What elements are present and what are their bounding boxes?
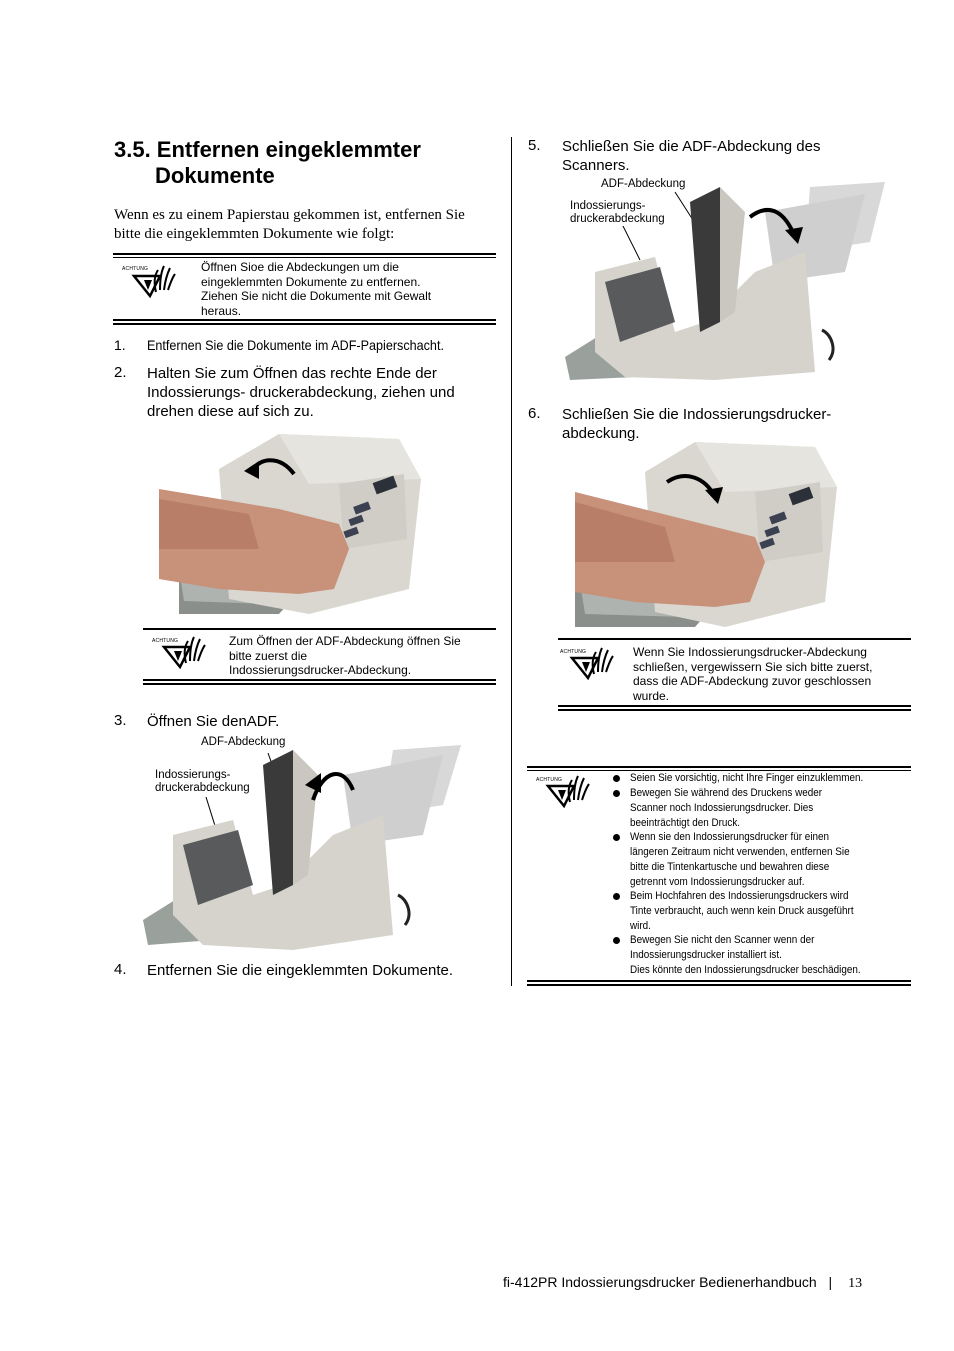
bullet-line: längeren Zeitraum nicht verwenden, entfernen Sie xyxy=(630,846,850,858)
step6-number: 6. xyxy=(528,405,541,422)
step5-text xyxy=(562,137,820,175)
label-adf-cover: ADF-Abdeckung xyxy=(201,736,286,748)
caution2-line: Indossierungsdrucker-Abdeckung. xyxy=(229,663,412,677)
bullet-dot-icon xyxy=(613,775,620,782)
caution4-warning-icon xyxy=(534,773,592,809)
caution2-line: bitte zuerst die xyxy=(229,648,308,663)
step2-line: Halten Sie zum Öffnen das rechte Ende der xyxy=(147,365,437,382)
warning-word: ACHTUNG xyxy=(536,777,563,783)
caution2-text xyxy=(229,634,494,678)
bullet-dot-icon xyxy=(613,790,620,797)
label-endorser-line2: druckerabdeckung xyxy=(570,213,665,225)
bullet-line: wird. xyxy=(630,920,651,932)
caution1-line: heraus. xyxy=(201,303,242,318)
intro-line1: Wenn es zu einem Papierstau gekommen ist, entfernen Sie xyxy=(114,207,465,223)
column-divider xyxy=(511,137,512,986)
step2-number: 2. xyxy=(114,364,127,381)
bullet-line: Beim Hochfahren des Indossierungsdruckers wird xyxy=(630,890,849,902)
step5-number: 5. xyxy=(528,137,541,154)
step5-line: Schließen Sie die ADF-Abdeckung des xyxy=(562,138,821,155)
bullet-line: Indossierungsdrucker installiert ist. xyxy=(630,949,782,961)
caution2-bottom-rule-2 xyxy=(143,683,496,685)
bullet-line: Tinte verbraucht, auch wenn kein Druck ausgeführt xyxy=(630,905,854,917)
photo-open-endorser-cover xyxy=(159,429,421,614)
bullet-line: Bewegen Sie während des Druckens weder xyxy=(630,787,823,799)
caution3-line: schließen, vergewissern Sie sich bitte zuerst, xyxy=(633,659,873,674)
bullet-line: Scanner noch Indossierungsdrucker. Dies xyxy=(630,802,814,814)
caution3-top-rule xyxy=(558,638,911,640)
step6-line: Schließen Sie die Indossierungsdrucker- xyxy=(562,406,832,423)
intro-line2: bitte die eingeklemmten Dokumente wie folgt: xyxy=(114,226,395,242)
section-title xyxy=(114,137,421,189)
footer-separator: | xyxy=(828,1274,833,1290)
bullet-line: getrennt vom Indossierungsdrucker auf. xyxy=(630,876,805,888)
footer xyxy=(503,1274,862,1292)
caution3-line: dass die ADF-Abdeckung zuvor geschlossen xyxy=(633,674,872,688)
step6-text xyxy=(562,405,831,443)
label-adf-cover: ADF-Abdeckung xyxy=(601,178,686,190)
caution3-warning-icon xyxy=(558,645,616,681)
step1-number: 1. xyxy=(114,337,126,353)
caution2-line: Zum Öffnen der ADF-Abdeckung öffnen Sie xyxy=(229,634,461,648)
caution1-warning-icon xyxy=(120,262,178,300)
caution2-bottom-rule xyxy=(143,679,496,681)
caution1-bottom-rule-2 xyxy=(113,323,496,325)
step4-text: Entfernen Sie die eingeklemmten Dokumente. xyxy=(147,962,454,979)
bullet-dot-icon xyxy=(613,893,620,900)
caution1-text xyxy=(201,260,491,318)
page-number: 13 xyxy=(848,1276,863,1291)
photo-close-endorser-cover xyxy=(575,442,837,627)
step1-text: Entfernen Sie die Dokumente im ADF-Papierschacht. xyxy=(147,337,444,353)
bullet-line: Dies könnte den Indossierungsdrucker beschädigen. xyxy=(630,964,861,976)
caution1-line: Ziehen Sie nicht die Dokumente mit Gewalt xyxy=(201,289,432,303)
step2-text xyxy=(147,364,455,421)
intro-text xyxy=(114,206,465,244)
section-title-line1: 3.5. Entfernen eingeklemmter xyxy=(114,137,421,162)
caution3-bottom-rule xyxy=(558,705,911,707)
section-title-line2: Dokumente xyxy=(155,163,275,188)
bullet-line: Seien Sie vorsichtig, nicht Ihre Finger einzuklemmen. xyxy=(630,772,864,784)
caution4-bottom-rule xyxy=(527,980,911,982)
caution2-top-rule xyxy=(143,628,496,630)
caution1-line: Öffnen Sioe die Abdeckungen um die xyxy=(201,260,399,274)
label-endorser-cover xyxy=(570,200,665,226)
step3-number: 3. xyxy=(114,712,127,729)
caution1-top-rule xyxy=(113,253,496,255)
bullet-line: Wenn sie den Indossierungsdrucker für einen xyxy=(630,831,830,843)
caution1-top-rule-thin xyxy=(113,257,496,258)
caution4-top-rule xyxy=(527,766,911,768)
warning-word: ACHTUNG xyxy=(122,266,149,272)
warning-word: ACHTUNG xyxy=(560,649,587,655)
footer-title: fi-412PR Indossierungsdrucker Bedienerhandbuch xyxy=(503,1274,817,1290)
bullet-dot-icon xyxy=(613,834,620,841)
label-endorser-line2: druckerabdeckung xyxy=(155,782,250,794)
step2-line: Indossierungs- druckerabdeckung, ziehen und xyxy=(147,384,455,401)
step6-line: abdeckung. xyxy=(562,425,640,442)
caution1-line: eingeklemmten Dokumente zu entfernen. xyxy=(201,274,421,289)
step3-text: Öffnen Sie denADF. xyxy=(147,713,280,730)
label-endorser-line1: Indossierungs- xyxy=(155,769,231,781)
step2-line: drehen diese auf sich zu. xyxy=(147,403,314,420)
photo-adf-open xyxy=(143,745,463,950)
bullet-dot-icon xyxy=(613,937,620,944)
bullet-line: bitte die Tintenkartusche und bewahren diese xyxy=(630,861,830,873)
bullet-line: Bewegen Sie nicht den Scanner wenn der xyxy=(630,934,815,946)
caution3-text xyxy=(633,645,911,703)
caution3-line: Wenn Sie Indossierungsdrucker-Abdeckung xyxy=(633,645,867,659)
caution1-bottom-rule xyxy=(113,319,496,321)
bullet-line: beeinträchtigt den Druck. xyxy=(630,817,741,829)
warning-word: ACHTUNG xyxy=(152,638,179,644)
caution2-warning-icon xyxy=(150,634,208,670)
step5-line: Scanners. xyxy=(562,157,630,174)
caution4-bottom-rule-2 xyxy=(527,984,911,986)
caution3-line: wurde. xyxy=(633,688,670,703)
caution3-bottom-rule-2 xyxy=(558,709,911,711)
label-endorser-line1: Indossierungs- xyxy=(570,200,646,212)
step4-number: 4. xyxy=(114,961,127,978)
